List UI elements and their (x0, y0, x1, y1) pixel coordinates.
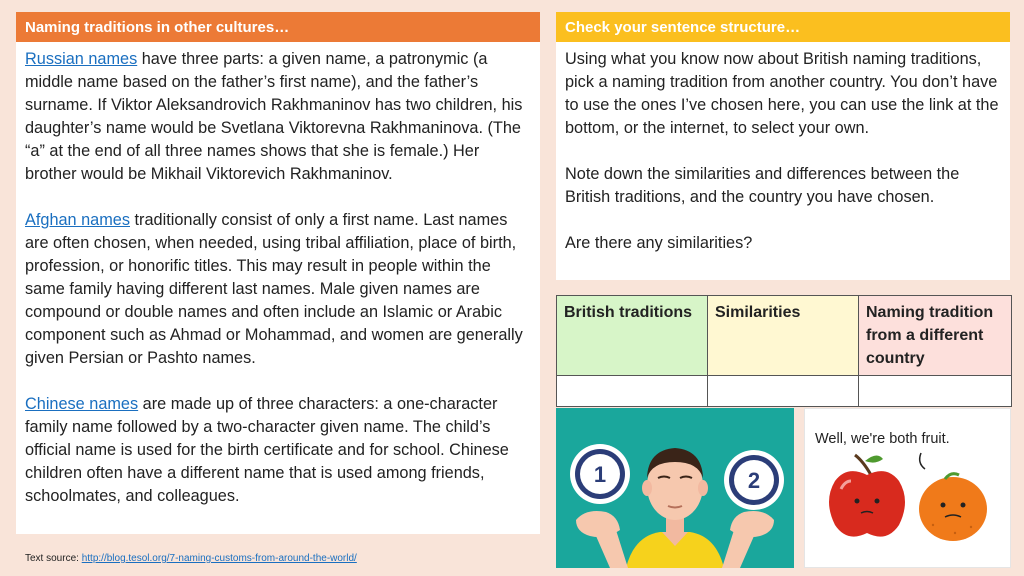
sentence-structure-body (556, 42, 1010, 255)
fruit-comic (804, 408, 1011, 568)
similarities-header: Similarities (708, 296, 859, 376)
instruction-paragraph: Using what you know now about British naming traditions, pick a naming tradition from another country. You don’t have to use the ones I’ve chosen here, you can use the link at the bottom, or the internet, to select your own. (565, 50, 999, 137)
naming-traditions-panel (16, 12, 540, 534)
note-paragraph: Note down the similarities and differences between the British traditions, and the country you have chosen. (565, 165, 960, 206)
british-traditions-cell[interactable] (557, 376, 708, 407)
similarities-cell[interactable] (708, 376, 859, 407)
other-country-cell[interactable] (859, 376, 1012, 407)
russian-names-link[interactable]: Russian names (25, 50, 138, 68)
russian-names-paragraph (25, 48, 531, 186)
text-source (25, 553, 357, 564)
naming-traditions-header: Naming traditions in other cultures… (16, 12, 540, 42)
choice-illustration (556, 408, 794, 568)
russian-names-text: have three parts: a given name, a patronymic (a middle name based on the father’s first name), and the father’s surname. If Viktor Aleksandrovich Rakhmaninov has two children, his daughter’s name would be Svetlana Viktorevna Rakhmaninova. (The “a” at the end of all three names shows that she is female.) Her brother would be Mikhail Viktorevich Rakhmaninov. (25, 50, 523, 183)
sentence-structure-header: Check your sentence structure… (556, 12, 1010, 42)
text-source-label: Text source: (25, 553, 82, 564)
afghan-names-link[interactable]: Afghan names (25, 211, 130, 229)
chinese-names-text: are made up of three characters: a one-character family name followed by a two-character given name. The child’s official name is used for the birth certificate and for school. Chinese children often have a different name that is used among friends, schoolmates, and colleagues. (25, 395, 509, 505)
afghan-names-paragraph (25, 209, 531, 370)
chinese-names-link[interactable]: Chinese names (25, 395, 139, 413)
sentence-structure-panel (556, 12, 1010, 280)
badge-two-label: 2 (747, 468, 761, 493)
text-source-link[interactable]: http://blog.tesol.org/7-naming-customs-from-around-the-world/ (81, 553, 357, 564)
afghan-names-text: traditionally consist of only a first name. Last names are often chosen, when needed, using tribal affiliation, place of birth, profession, or honorific titles. This may result in people within the same family having different last names. Male given names are compound or double names and often include an Islamic or Arabic component such as Ahmad or Mohammad, and women are generally given Persian or Pashto names. (25, 211, 523, 367)
chinese-names-paragraph (25, 393, 531, 508)
table-row (557, 376, 1012, 407)
other-country-header: Naming tradition from a different country (859, 296, 1012, 376)
badge-one-label: 1 (593, 462, 607, 487)
naming-traditions-body (16, 42, 540, 508)
comparison-table (556, 295, 1012, 407)
question-paragraph: Are there any similarities? (565, 234, 753, 252)
fruit-comic-caption: Well, we're both fruit. (815, 431, 950, 447)
british-traditions-header: British traditions (557, 296, 708, 376)
table-header-row (557, 296, 1012, 376)
